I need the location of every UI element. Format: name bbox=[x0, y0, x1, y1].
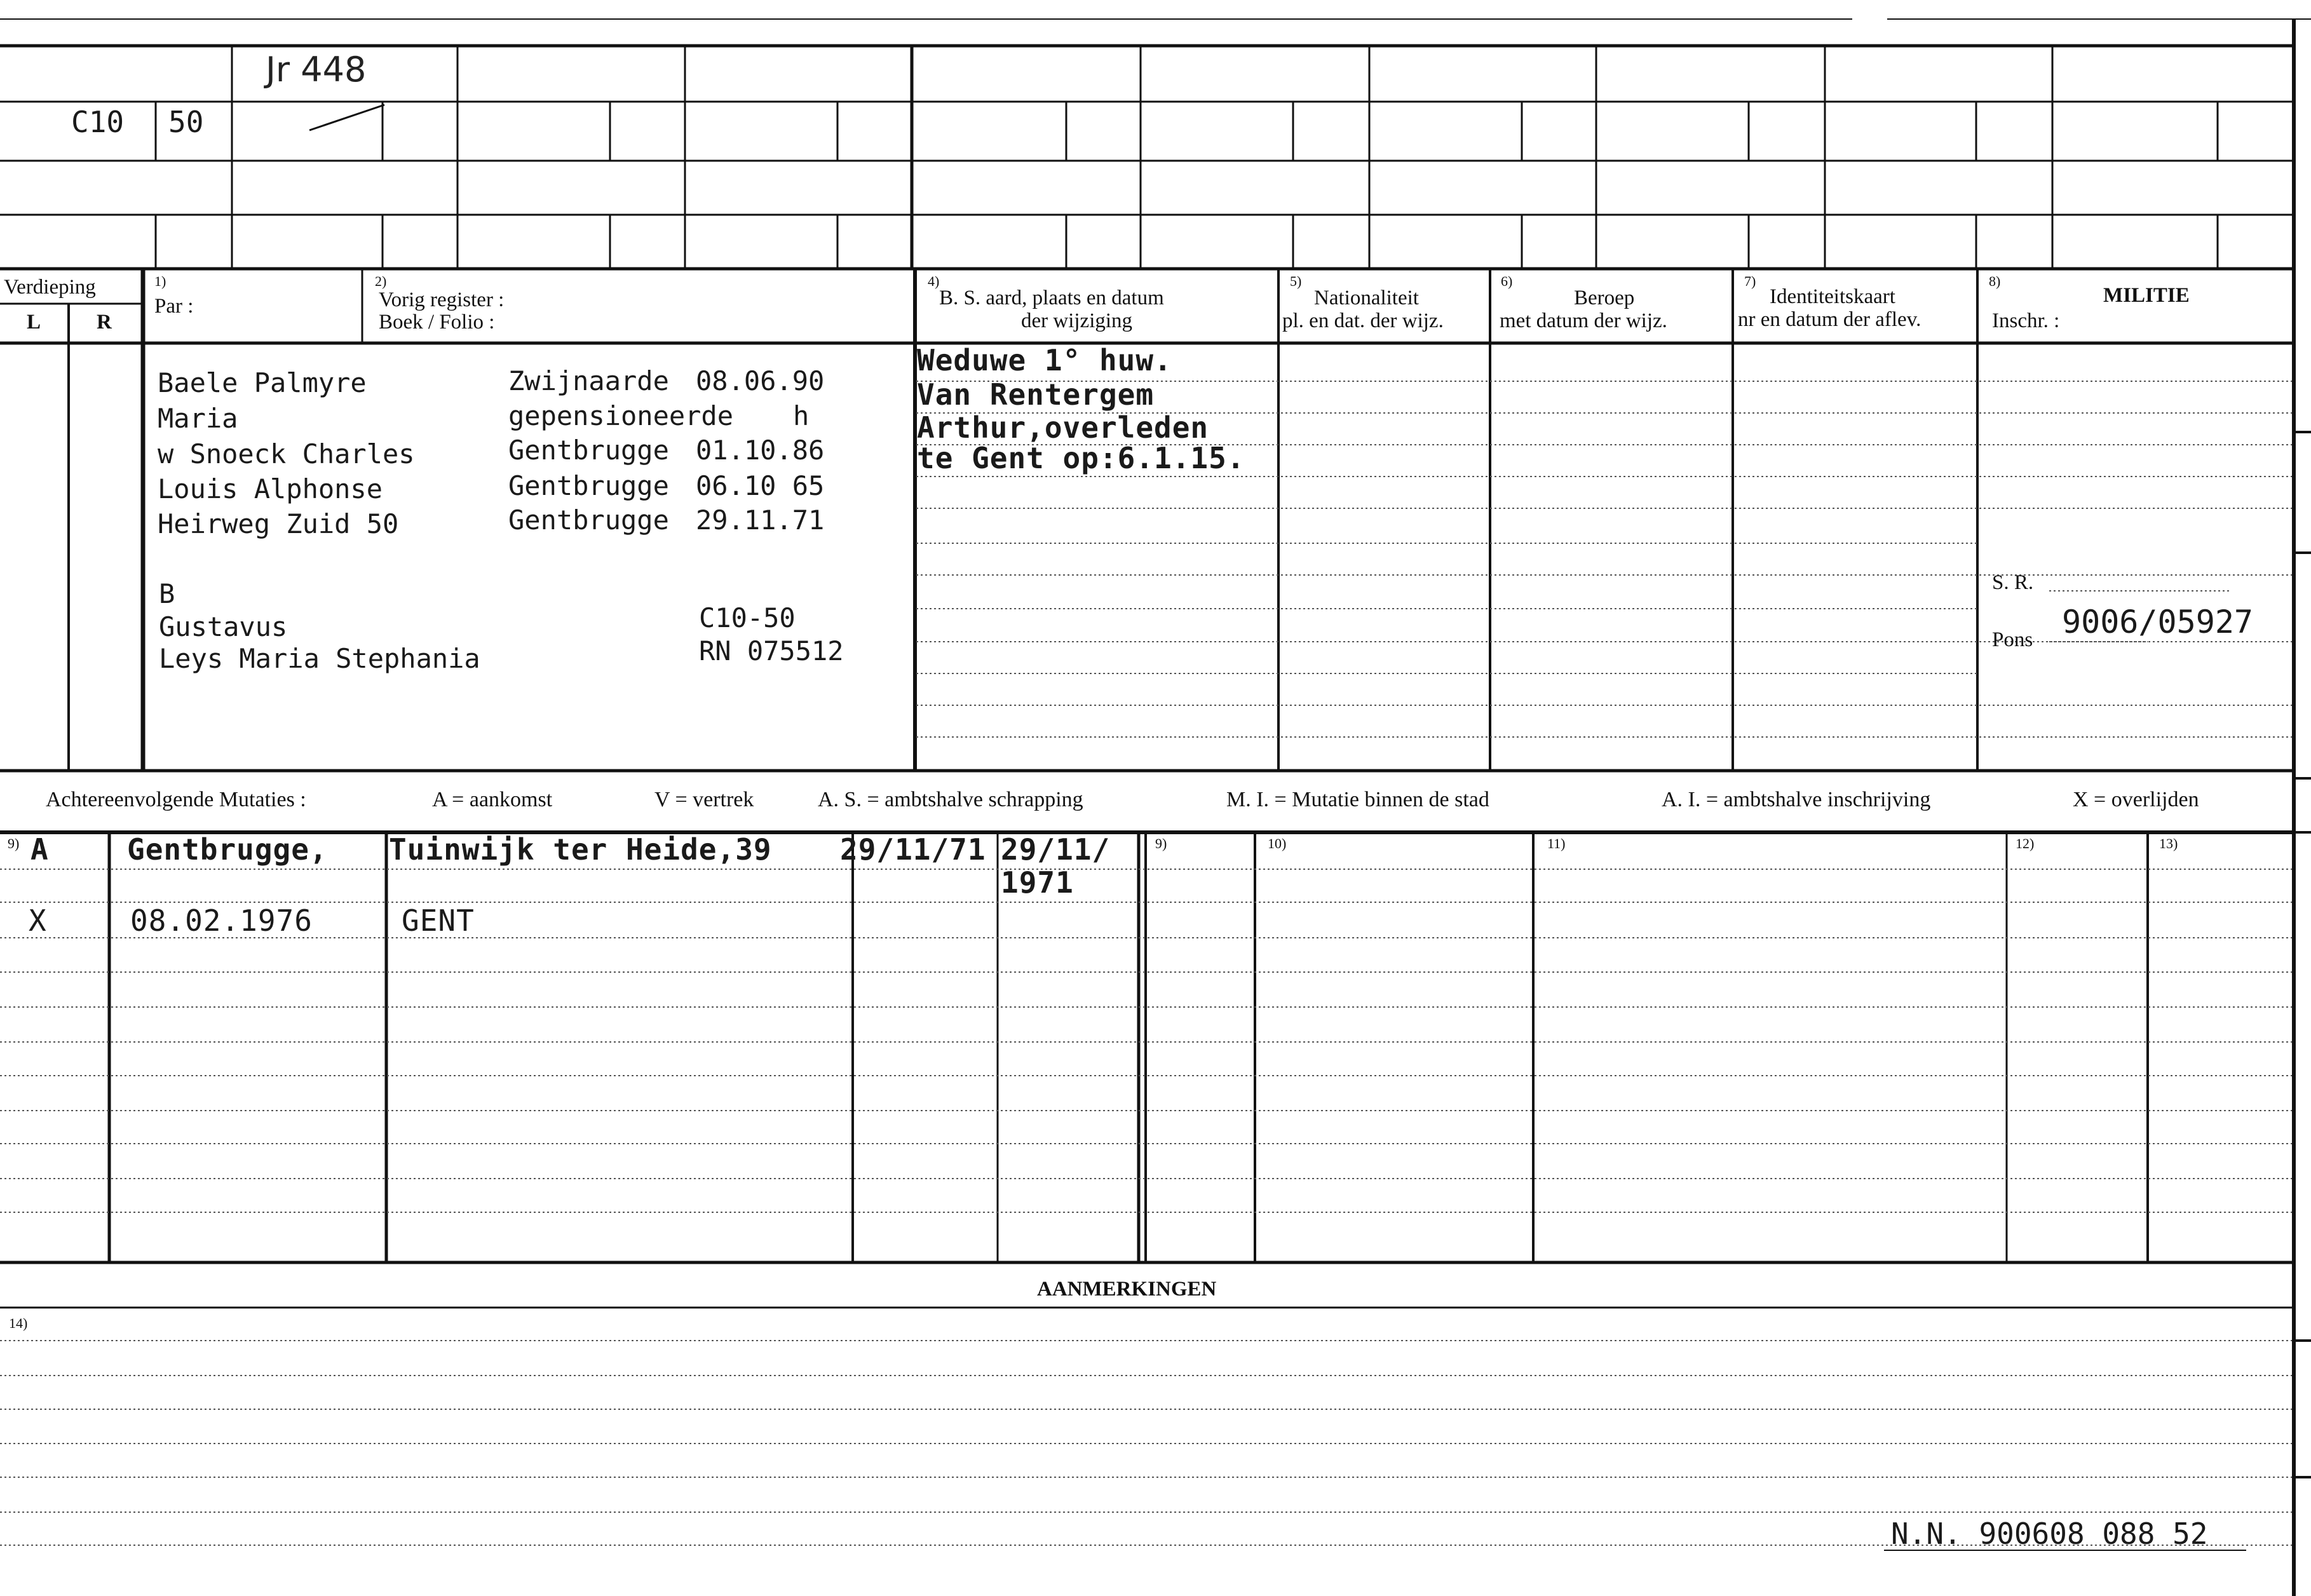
legend-mi: M. I. = Mutatie binnen de stad bbox=[1226, 788, 1489, 811]
mutation-1-place: Gentbrugge, bbox=[127, 832, 328, 867]
col7-label-1: Identiteitskaart bbox=[1770, 285, 1895, 308]
mutation-col-10: 10) bbox=[1268, 835, 1287, 851]
legend-as: A. S. = ambtshalve schrapping bbox=[818, 788, 1083, 811]
col5-label-2: pl. en dat. der wijz. bbox=[1282, 309, 1444, 332]
resident-surname: Baele Palmyre bbox=[158, 367, 367, 398]
col6-label-2: met datum der wijz. bbox=[1500, 309, 1667, 332]
date-2: 01.10.86 bbox=[696, 435, 825, 466]
birth-date: 08.06.90 bbox=[696, 365, 825, 396]
col2-label-2: Boek / Folio : bbox=[379, 311, 495, 334]
header-col-r: R bbox=[97, 311, 112, 334]
col4-number: 4) bbox=[928, 273, 940, 289]
sr-label: S. R. bbox=[1992, 571, 2034, 594]
col4-label-1: B. S. aard, plaats en datum bbox=[939, 287, 1164, 309]
resident-spouse-given: Louis Alphonse bbox=[158, 473, 383, 504]
occupation: gepensioneerde bbox=[508, 400, 734, 431]
mutation-col-13: 13) bbox=[2159, 835, 2178, 851]
col4-label-2: der wijziging bbox=[1021, 309, 1133, 332]
col5-number: 5) bbox=[1290, 273, 1302, 289]
mutation-2-date: 08.02.1976 bbox=[130, 903, 313, 938]
mutation-col-12: 12) bbox=[2016, 835, 2035, 851]
col6-label-1: Beroep bbox=[1574, 287, 1635, 309]
col1-label: Par : bbox=[154, 295, 194, 318]
place-2: Gentbrugge bbox=[508, 435, 669, 466]
resident-spouse: w Snoeck Charles bbox=[158, 438, 415, 470]
pons-value: 9006/05927 bbox=[2062, 604, 2254, 640]
mutation-col-9a: 9) bbox=[8, 835, 20, 851]
header-verdieping: Verdieping bbox=[4, 276, 96, 299]
mutation-1-date-1: 29/11/71 bbox=[840, 832, 986, 867]
mutation-1-code: A bbox=[30, 832, 49, 867]
col1-number: 1) bbox=[154, 273, 166, 289]
date-4: 29.11.71 bbox=[696, 504, 825, 536]
mutation-1-date-2a: 29/11/ bbox=[1001, 832, 1111, 867]
mutation-2-city: GENT bbox=[402, 903, 475, 938]
mutations-title: Achtereenvolgende Mutaties : bbox=[46, 788, 306, 811]
col8-number: 8) bbox=[1989, 273, 2001, 289]
place-4: Gentbrugge bbox=[508, 504, 669, 536]
resident-address: Heirweg Zuid 50 bbox=[158, 508, 399, 539]
bs-change-line-3: Arthur,overleden bbox=[917, 410, 1209, 445]
pons-label: Pons bbox=[1992, 628, 2033, 651]
reference-2: RN 075512 bbox=[699, 635, 844, 666]
birth-place: Zwijnaarde bbox=[508, 365, 669, 396]
father-name: Gustavus bbox=[159, 611, 288, 642]
mutation-1-address: Tuinwijk ter Heide,39 bbox=[389, 832, 772, 867]
col6-number: 6) bbox=[1501, 273, 1513, 289]
remarks-title: AANMERKINGEN bbox=[1037, 1278, 1217, 1301]
mother-name: Leys Maria Stephania bbox=[159, 643, 480, 674]
reference-1: C10-50 bbox=[699, 602, 796, 633]
legend-x: X = overlijden bbox=[2073, 788, 2199, 811]
bs-change-line-1: Weduwe 1° huw. bbox=[917, 343, 1172, 377]
col7-number: 7) bbox=[1744, 273, 1756, 289]
place-3: Gentbrugge bbox=[508, 470, 669, 501]
remarks-number: 14) bbox=[9, 1315, 28, 1331]
col2-label-1: Vorig register : bbox=[379, 288, 505, 311]
resident-given: Maria bbox=[158, 403, 238, 434]
legend-a: A = aankomst bbox=[432, 788, 553, 811]
handwritten-note: Jr 448 bbox=[266, 50, 367, 90]
legend-ai: A. I. = ambtshalve inschrijving bbox=[1662, 788, 1931, 811]
legend-v: V = vertrek bbox=[654, 788, 754, 811]
mutation-1-date-2b: 1971 bbox=[1001, 865, 1074, 900]
section-number: 50 bbox=[168, 105, 204, 139]
bs-change-line-2: Van Rentergem bbox=[917, 377, 1155, 412]
mutation-2-code: X bbox=[29, 903, 47, 938]
date-3: 06.10 65 bbox=[696, 470, 825, 501]
col2-number: 2) bbox=[375, 273, 387, 289]
b-label: B bbox=[159, 578, 175, 609]
header-col-l: L bbox=[27, 311, 41, 334]
col7-label-2: nr en datum der aflev. bbox=[1738, 308, 1921, 331]
col8-label: Inschr. : bbox=[1992, 309, 2060, 332]
mutation-col-9b: 9) bbox=[1155, 835, 1167, 851]
nn-number: N.N. 900608 088 52 bbox=[1891, 1517, 2208, 1551]
mutation-col-11: 11) bbox=[1547, 835, 1566, 851]
occupation-mark: h bbox=[793, 400, 810, 431]
bs-change-line-4: te Gent op:6.1.15. bbox=[917, 441, 1245, 475]
militie-title: MILITIE bbox=[2103, 284, 2190, 307]
section-code: C10 bbox=[71, 105, 125, 139]
col5-label-1: Nationaliteit bbox=[1314, 287, 1419, 309]
